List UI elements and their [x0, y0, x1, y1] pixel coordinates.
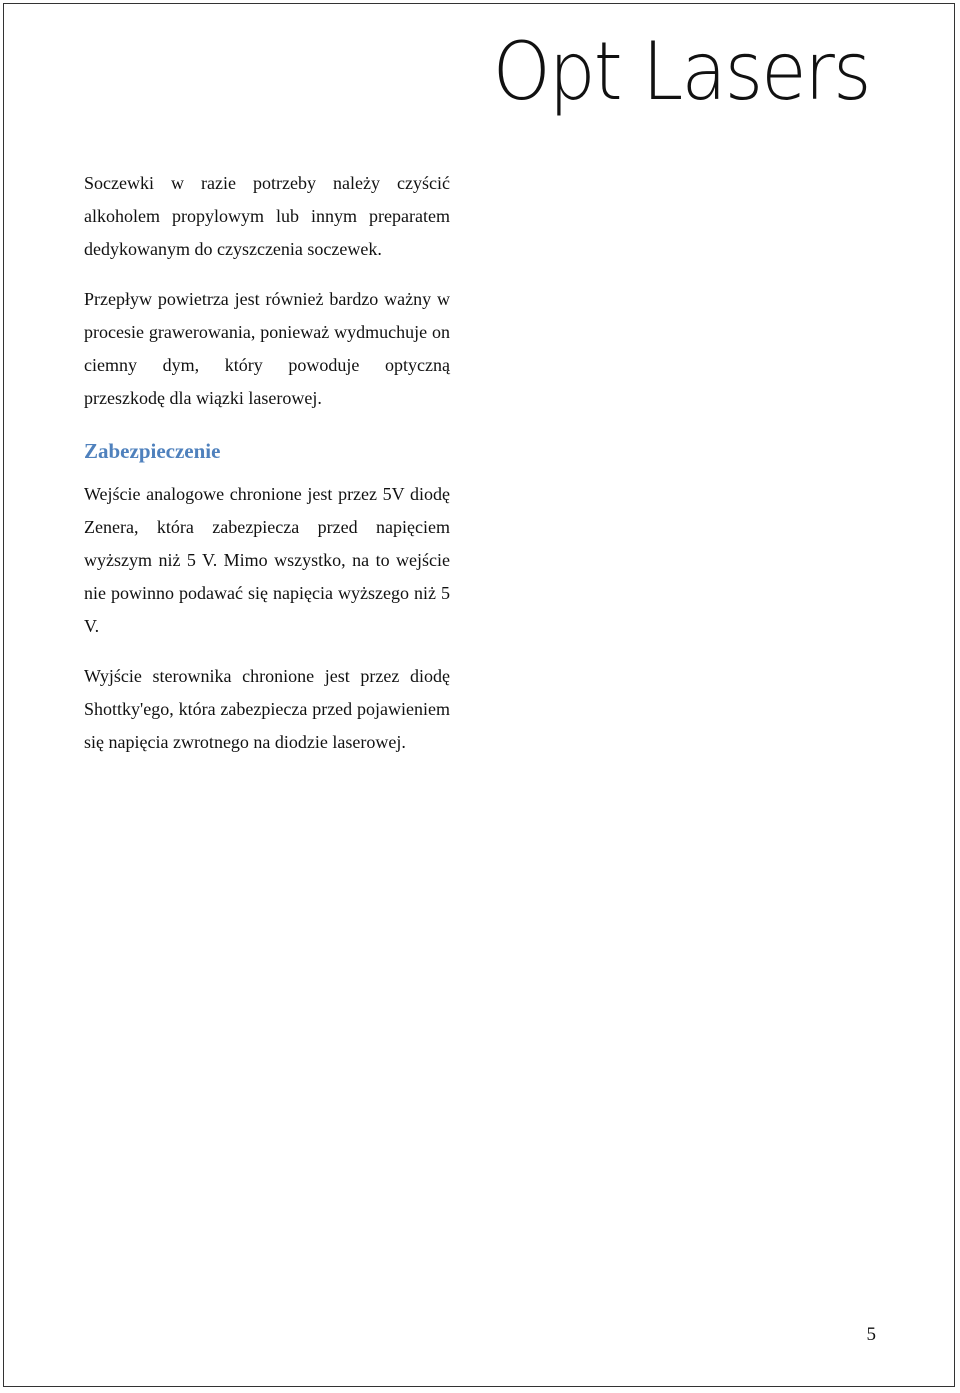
page-number: 5 [866, 1324, 876, 1345]
main-content [84, 167, 450, 759]
section-heading-protection: Zabezpieczenie [84, 439, 221, 463]
paragraph-air-flow: Przepływ powietrza jest również bardzo ważny w procesie grawerowania, ponieważ wydmuchuje on ciemny dym, który powoduje optyczną przeszkodę dla wiązki laserowej. [84, 289, 450, 408]
document-page [3, 3, 955, 1387]
brand-logo-text: Opt Lasers [493, 25, 870, 118]
paragraph-analog-input: Wejście analogowe chronione jest przez 5V diodę Zenera, która zabezpiecza przed napięciem wyższym niż 5 V. Mimo wszystko, na to wejście nie powinno podawać się napięcia wyższego niż 5 V. [84, 484, 450, 636]
paragraph-driver-output: Wyjście sterownika chronione jest przez diodę Shottky'ego, która zabezpiecza przed pojawieniem się napięcia zwrotnego na diodzie laserowej. [84, 666, 450, 752]
paragraph-lens-cleaning: Soczewki w razie potrzeby należy czyścić alkoholem propylowym lub innym preparatem dedykowanym do czyszczenia soczewek. [84, 173, 450, 259]
